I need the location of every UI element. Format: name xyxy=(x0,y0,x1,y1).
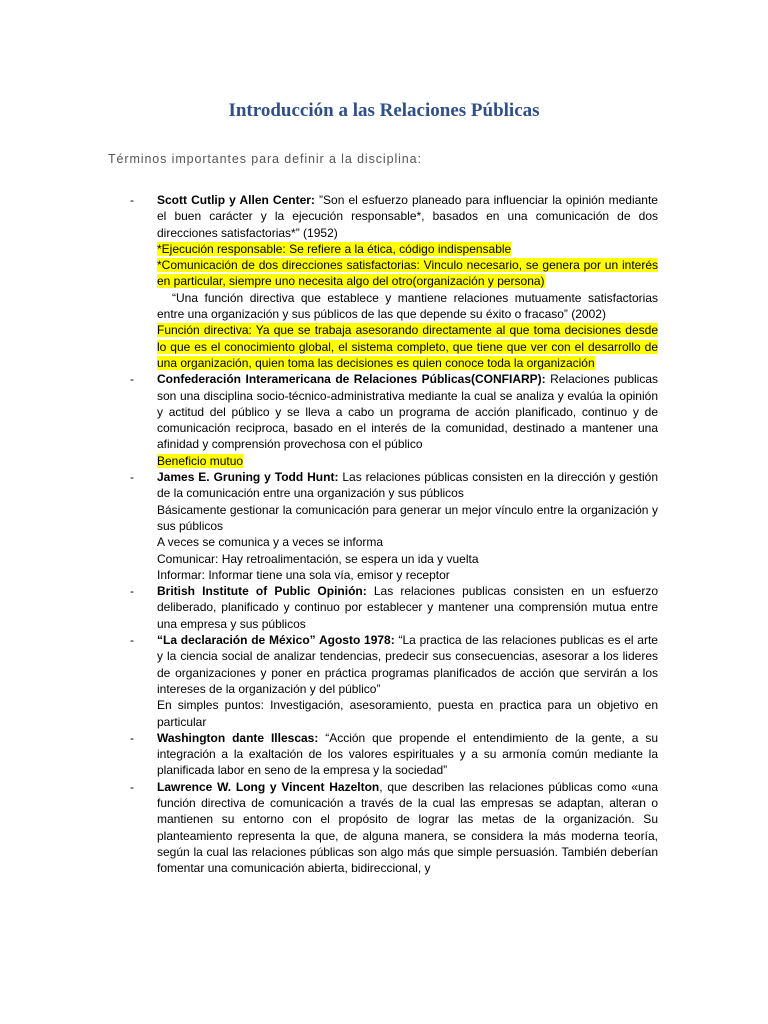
definition-text: “Una función directiva que establece y mantiene relaciones mutuamente satisfactorias entre una organización y sus públicos de las que depende su éxito o fracaso” (2002) xyxy=(157,290,658,322)
page-title: Introducción a las Relaciones Públicas xyxy=(228,100,540,121)
bullet-dash: - xyxy=(130,779,134,794)
list-item xyxy=(130,779,658,877)
bullet-dash: - xyxy=(130,470,134,485)
definition-text: Informar: Informar tiene una sola vía, emisor y receptor xyxy=(157,567,450,582)
definition-text: Confederación Interamericana de Relaciones Públicas(CONFIARP): Relaciones publicas son una disciplina socio-técnico-administrativa mediante la cual se analiza y evalúa la opinión y actitud del público y se lleva a cabo un programa de acción planificado, continuo y de comunicación reciproca, basado en el interés de la comunidad, destinado a mantener una afinidad y comprensión provechosa con el público xyxy=(157,372,658,452)
definition-text: Comunicar: Hay retroalimentación, se espera un ida y vuelta xyxy=(157,551,479,566)
highlight-note: *Ejecución responsable: Se refiere a la ética, código indispensable xyxy=(157,241,512,256)
list-item xyxy=(130,192,658,371)
definition-text: En simples puntos: Investigación, asesoramiento, puesta en practica para un objetivo en particular xyxy=(157,698,658,729)
list-item xyxy=(130,583,658,632)
definition-author: James E. Gruning y Todd Hunt: xyxy=(157,470,339,485)
definition-text: “La declaración de México” Agosto 1978: “La practica de las relaciones publicas es el arte y la ciencia social de analizar tendencias, predecir sus consecuencias, asesorar a los lideres de organizaciones y poner en práctica programas planificados de acción que servirán a los intereses de la organización y del público” xyxy=(157,633,658,696)
list-item xyxy=(130,371,658,469)
definition-author: Confederación Interamericana de Relaciones Públicas(CONFIARP): xyxy=(157,372,546,387)
list-item xyxy=(130,730,658,779)
definitions-list xyxy=(130,192,658,876)
definition-text: Washington dante Illescas: “Acción que propende el entendimiento de la gente, a su integración a la exaltación de los valores espirituales y a su armonía común mediante la planificada labor en seno de la empresa y la sociedad” xyxy=(157,730,658,778)
bullet-dash: - xyxy=(130,372,134,387)
definition-text: British Institute of Public Opinión: Las relaciones publicas consisten en un esfuerzo deliberado, planificado y continuo por establecer y mantener una comprensión mutua entre una empresa y sus públicos xyxy=(157,584,659,631)
highlight-note: Función directiva: Ya que se trabaja asesorando directamente al que toma decisiones desde lo que es el conocimiento global, el sistema completo, que tiene que ver con el desarrollo de una organización, quien toma las decisiones es quien conoce toda la organización xyxy=(157,323,658,370)
definition-author: Washington dante Illescas: xyxy=(157,730,319,745)
bullet-dash: - xyxy=(130,730,134,745)
list-item xyxy=(130,632,658,730)
list-item xyxy=(130,469,658,583)
definition-author: British Institute of Public Opinión: xyxy=(157,584,367,599)
highlight-note: Beneficio mutuo xyxy=(157,453,244,468)
bullet-dash: - xyxy=(130,584,134,599)
bullet-dash: - xyxy=(130,193,134,207)
bullet-dash: - xyxy=(130,633,134,648)
definition-text: A veces se comunica y a veces se informa xyxy=(157,535,384,550)
definition-text: Lawrence W. Long y Vincent Hazelton, que describen las relaciones públicas como «una función directiva de comunicación a través de la cual las empresas se adaptan, alteran o mantienen su entorno con el propósito de lograr las metas de la organización. Su planteamiento representa la que, de alguna manera, se considera la más moderna teoría, según la cual las relaciones públicas son algo más que simple persuasión. También deberían fomentar una comunicación abierta, bidireccional, y xyxy=(157,779,659,876)
definition-text: Scott Cutlip y Allen Center: ”Son el esfuerzo planeado para influenciar la opinión mediante el buen carácter y la ejecución responsable*, basados en una comunicación de dos direcciones satisfactorias*” (1952) xyxy=(157,193,658,240)
definition-author: Lawrence W. Long y Vincent Hazelton xyxy=(157,779,380,794)
definition-text: Básicamente gestionar la comunicación para generar un mejor vínculo entre la organización y sus públicos xyxy=(157,502,658,533)
definition-text: James E. Gruning y Todd Hunt: Las relaciones públicas consisten en la dirección y gestión de la comunicación entre una organización y sus públicos xyxy=(157,470,659,501)
page-subtitle: Términos importantes para definir a la disciplina: xyxy=(108,152,422,166)
definition-author: “La declaración de México” Agosto 1978: xyxy=(157,633,395,648)
definition-author: Scott Cutlip y Allen Center: xyxy=(157,193,315,207)
highlight-note: *Comunicación de dos direcciones satisfactorias: Vinculo necesario, se genera por un interés en particular, siempre uno necesita algo del otro(organización y persona) xyxy=(157,258,658,289)
